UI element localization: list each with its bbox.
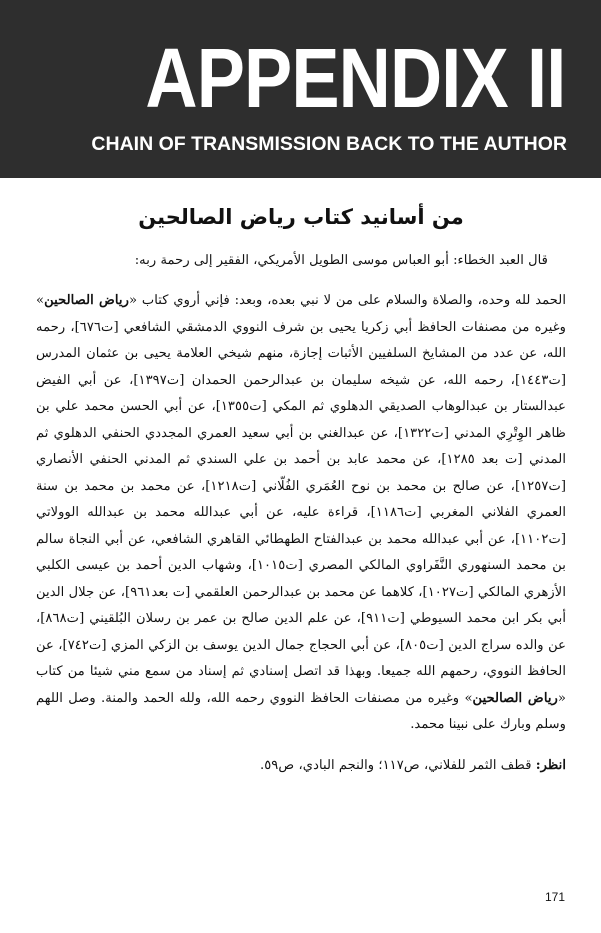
page-number: 171 <box>544 890 565 904</box>
paragraph-part-3: » وغيره من مصنفات الحافظ النووي رحمه الله، ولله الحمد والمنة. وصل اللهم وسلم وبارك على نبينا محمد. <box>36 690 566 732</box>
paragraph-part-2: » وغيره من مصنفات الحافظ أبي زكريا يحيى بن شرف النووي الدمشقي الشافعي [ت٦٧٦]، رحمه الله، عن عدد من المشايخ السلفيين الأثبات إجازة، منهم شيخي العلامة يحيى بن عثمان المدرس [ت١٤٤٣]، رحمه الله، عن شيخه سليمان بن عبدالرحمن الحمدان [ت١٣٩٧]، عن أبي الفيض عبدالستار بن عبدالوهاب الصديقي الدهلوي ثم المكي [ت١٣٥٥]، عن أبي الحسن محمد علي بن ظاهر الوِتْرِي المدني [ت١٣٢٢]، عن عبدالغني بن أبي سعيد العمري المجددي الحنفي الدهلوي ثم المدني [ت بعد ١٢٨٥]، عن محمد عابد بن أحمد بن علي السندي ثم المدني الحنفي الأنصاري [ت١٢٥٧]، عن صالح بن محمد بن نوح العُمَري الفُلّاني [ت١٢١٨]، عن محمد بن محمد بن سنة العمري الفلاني المغربي [ت١١٨٦]، قراءة عليه، عن أبي عبدالله محمد بن عبدالله الوولاتي [ت١١٠٢]، عن أبي عبدالله محمد بن عبدالفتاح الطهطائي القاهري الشافعي، عن أبي النجاة سالم بن محمد السنهوري النَّفَراوي المالكي المصري [ت١٠١٥]، وشهاب الدين أحمد بن عيسى الكلبي الأزهري المالكي [ت١٠٢٧]، كلاهما عن محمد بن عبدالرحمن العلقمي [ت بعد٩٦١]، عن جلال الدين أبي بكر ابن محمد السيوطي [ت٩١١]، عن علم الدين صالح بن عمر بن رسلان البُلقيني [ت٨٦٨]، عن والده سراج الدين [ت٨٠٥]، عن أبي الحجاج جمال الدين يوسف بن الزكي المزي [ت٧٤٢]، عن الحافظ النووي، رحمهم الله جميعا. وبهذا قد اتصل إسنادي ثم إسناد من سمع مني شيئا من كتاب « <box>36 293 566 706</box>
paragraph-part-1: الحمد لله وحده، والصلاة والسلام على من لا نبي بعده، وبعد: فإني أروي كتاب « <box>128 293 566 308</box>
intro-line: قال العبد الخطاء: أبو العباس موسى الطويل الأمريكي، الفقير إلى رحمة ربه: <box>134 253 548 268</box>
book-title-1: رياض الصالحين <box>44 293 129 308</box>
appendix-title: APPENDIX II <box>144 31 565 125</box>
reference-line <box>36 755 566 777</box>
appendix-subtitle: CHAIN OF TRANSMISSION BACK TO THE AUTHOR <box>91 133 567 155</box>
isnad-paragraph <box>36 288 566 739</box>
header-banner <box>0 0 601 178</box>
reference-text: قطف الثمر للفلاني، ص١١٧؛ والنجم البادي، ص٥٩. <box>260 757 536 773</box>
reference-label: انظر: <box>535 757 566 773</box>
arabic-heading: من أسانيد كتاب رياض الصالحين <box>138 205 464 229</box>
page-content <box>36 200 566 777</box>
book-title-2: رياض الصالحين <box>472 690 558 706</box>
